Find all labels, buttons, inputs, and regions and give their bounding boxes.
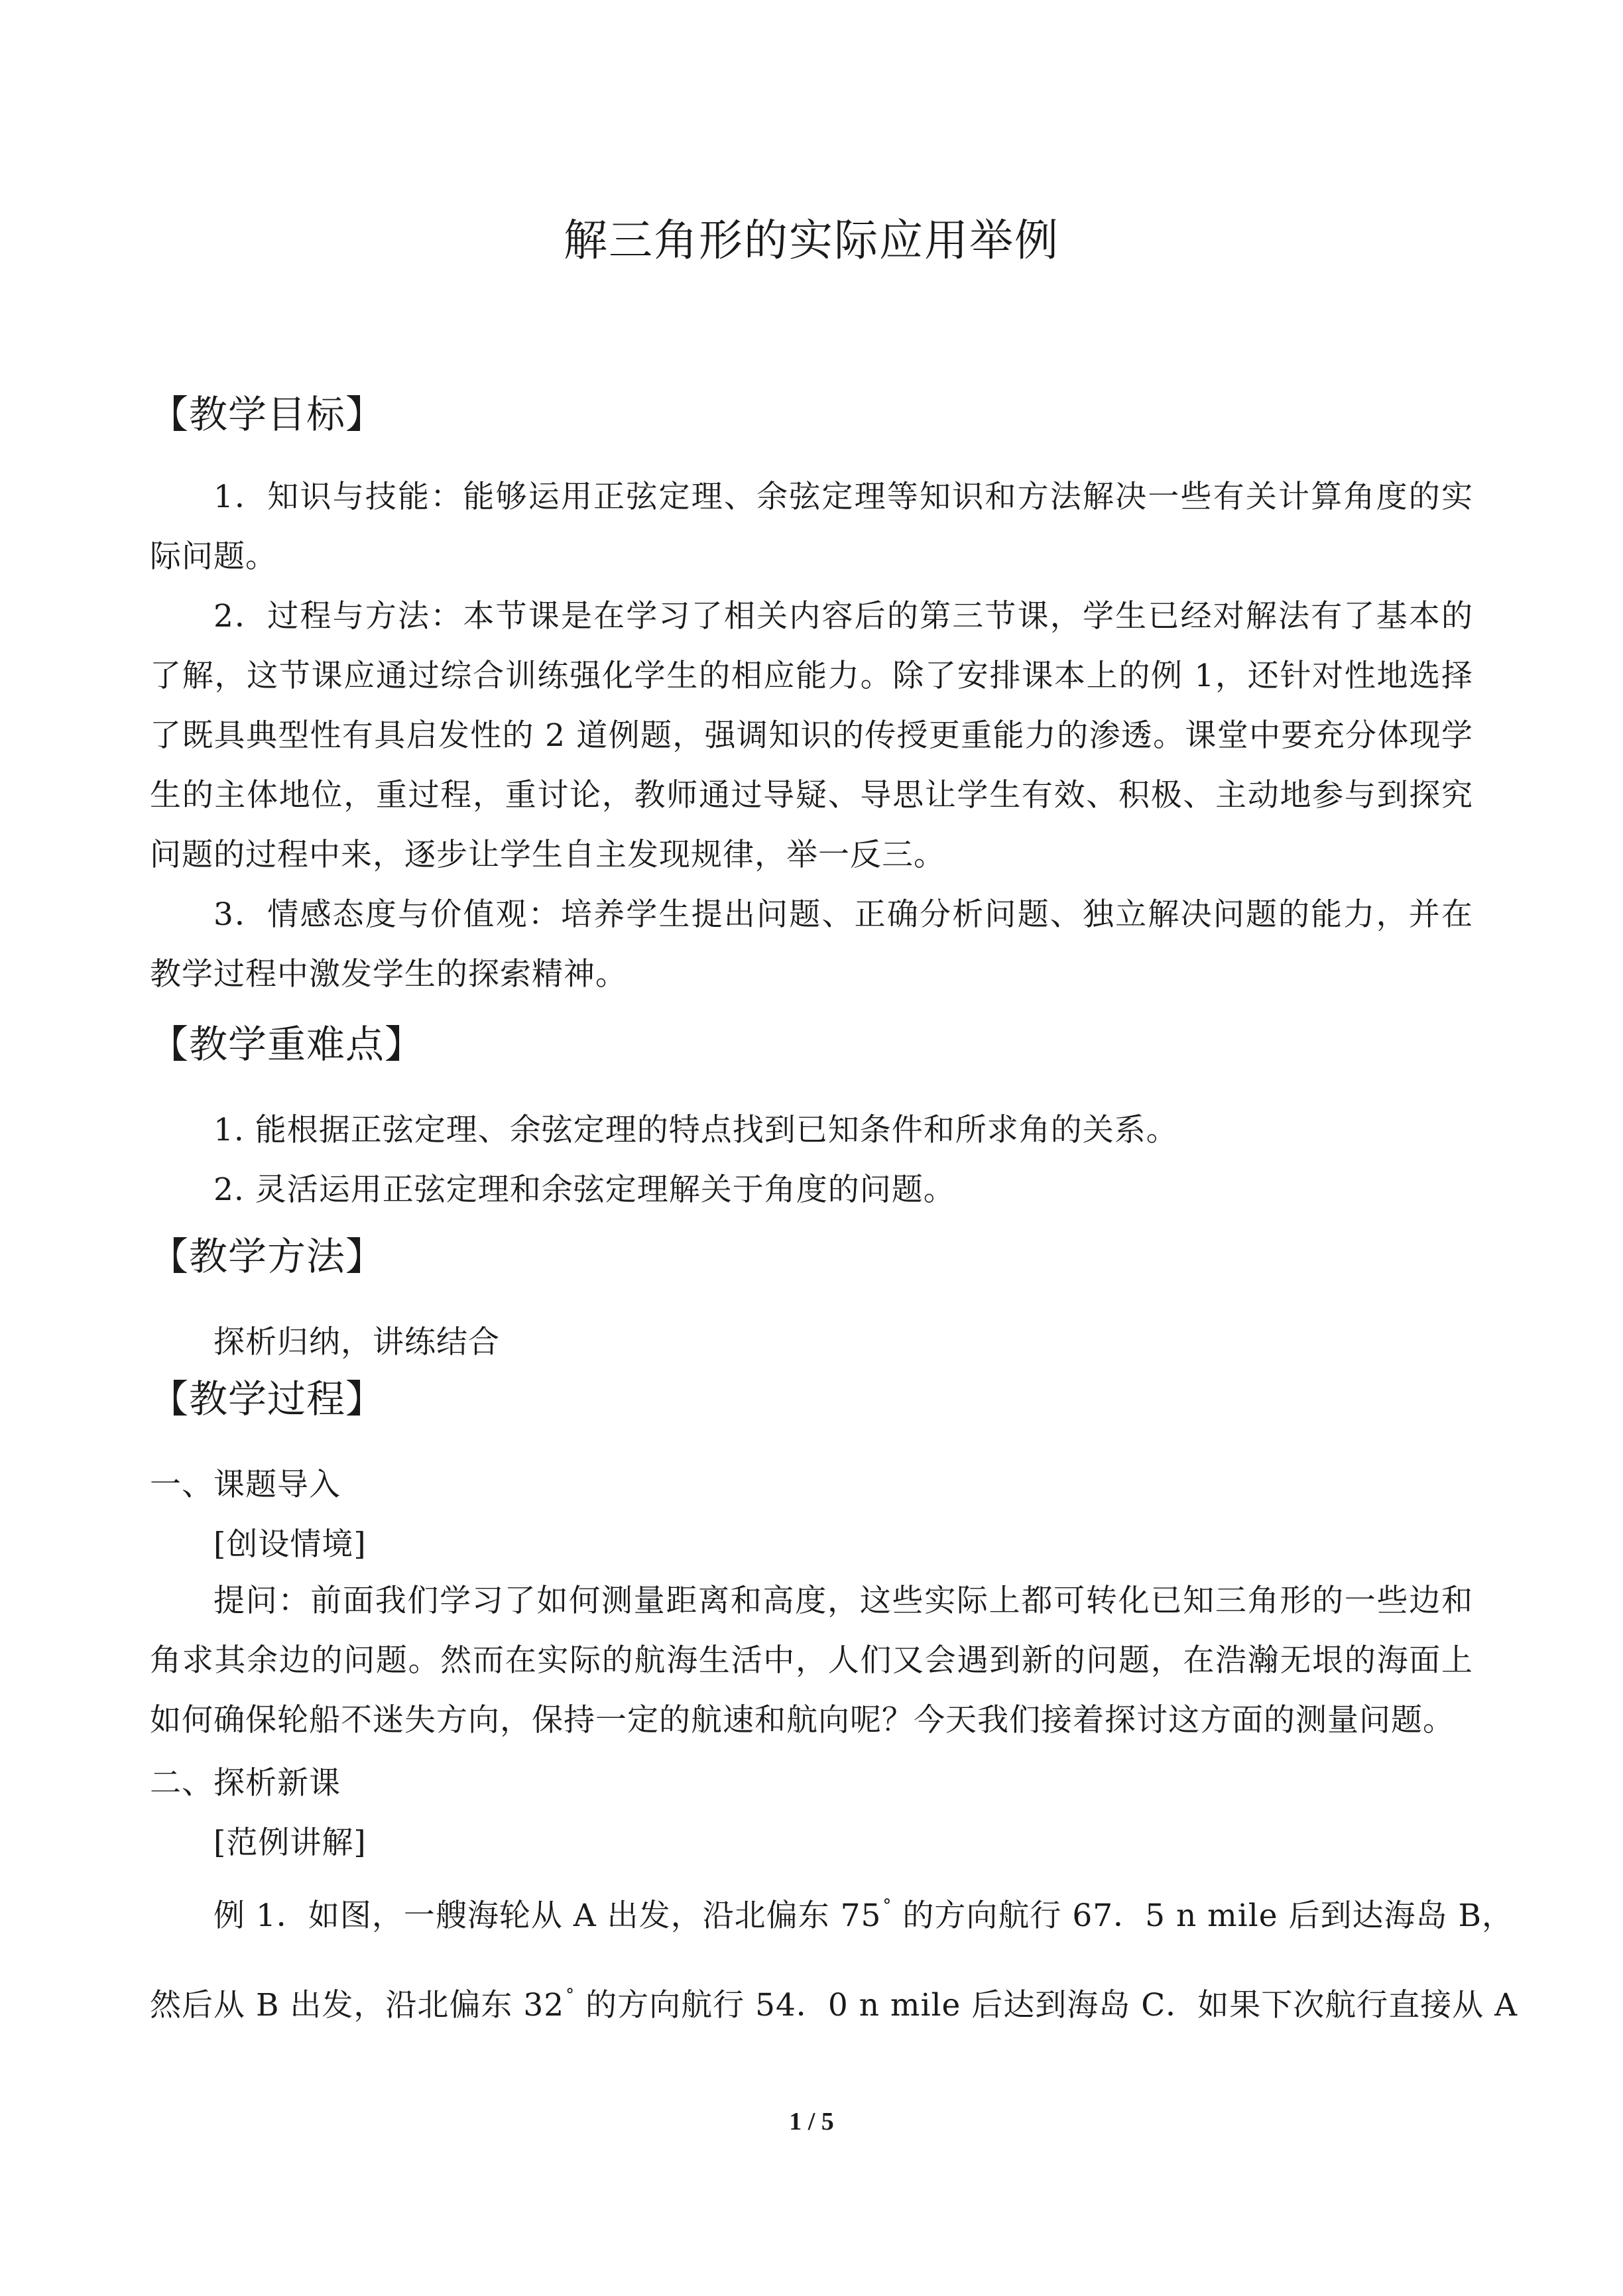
objective-item-3: 3．情感态度与价值观：培养学生提出问题、正确分析问题、独立解决问题的能力，并在教学过程中激发学生的探索精神。 bbox=[150, 896, 1473, 993]
process-part1-title: 一、课题导入 bbox=[150, 1467, 341, 1503]
page-number: 1 / 5 bbox=[789, 2108, 834, 2136]
degree-mark: ° bbox=[882, 1896, 892, 1916]
example1-line2-start: 然后从 B 出发，沿北偏东 32 bbox=[150, 1987, 565, 2024]
document-title: 解三角形的实际应用举例 bbox=[564, 215, 1059, 266]
heading-process: 【教学过程】 bbox=[150, 1376, 385, 1421]
example1-line1 bbox=[213, 1893, 1514, 1944]
keypoint-item-1: 1. 能根据正弦定理、余弦定理的特点找到已知条件和所求角的关系。 bbox=[213, 1112, 1178, 1148]
example1-line1-start: 例 1．如图，一艘海轮从 A 出发，沿北偏东 75 bbox=[213, 1898, 882, 1934]
heading-objectives: 【教学目标】 bbox=[150, 392, 385, 437]
process-part2-label: [范例讲解] bbox=[213, 1825, 367, 1861]
example1-line1-end: 的方向航行 67．5 n mile 后到达海岛 B， bbox=[902, 1898, 1514, 1934]
process-part1-label: [创设情境] bbox=[213, 1526, 367, 1563]
heading-methods: 【教学方法】 bbox=[150, 1234, 385, 1279]
objective-item-2: 2．过程与方法：本节课是在学习了相关内容后的第三节课，学生已经对解法有了基本的了解，这节课应通过综合训练强化学生的相应能力。除了安排课本上的例 1，还针对性地选择了既具典型性有具启发性的 2 道例题，强调知识的传授更重能力的渗透。课堂中要充分体现学生的主体地位，重过程，重讨论，教师通过导疑、导思让学生有效、积极、主动地参与到探究问题的过程中来，逐步让学生自主发现规律，举一反三。 bbox=[150, 598, 1473, 873]
process-part2-title: 二、探析新课 bbox=[150, 1765, 341, 1801]
example1-line2-end: 的方向航行 54．0 n mile 后达到海岛 C．如果下次航行直接从 A bbox=[585, 1987, 1518, 2024]
methods-text: 探析归纳，讲练结合 bbox=[213, 1324, 500, 1360]
example1-line2 bbox=[150, 1982, 1518, 2033]
process-part1-text: 提问：前面我们学习了如何测量距离和高度，这些实际上都可转化已知三角形的一些边和角求其余边的问题。然而在实际的航海生活中，人们又会遇到新的问题，在浩瀚无垠的海面上如何确保轮船不迷失方向，保持一定的航速和航向呢？今天我们接着探讨这方面的测量问题。 bbox=[150, 1583, 1473, 1738]
heading-keypoints: 【教学重难点】 bbox=[150, 1022, 424, 1067]
degree-mark: ° bbox=[566, 1986, 575, 2006]
keypoint-item-2: 2. 灵活运用正弦定理和余弦定理解关于角度的问题。 bbox=[213, 1172, 955, 1208]
objective-item-1: 1．知识与技能：能够运用正弦定理、余弦定理等知识和方法解决一些有关计算角度的实际问题。 bbox=[150, 479, 1473, 575]
